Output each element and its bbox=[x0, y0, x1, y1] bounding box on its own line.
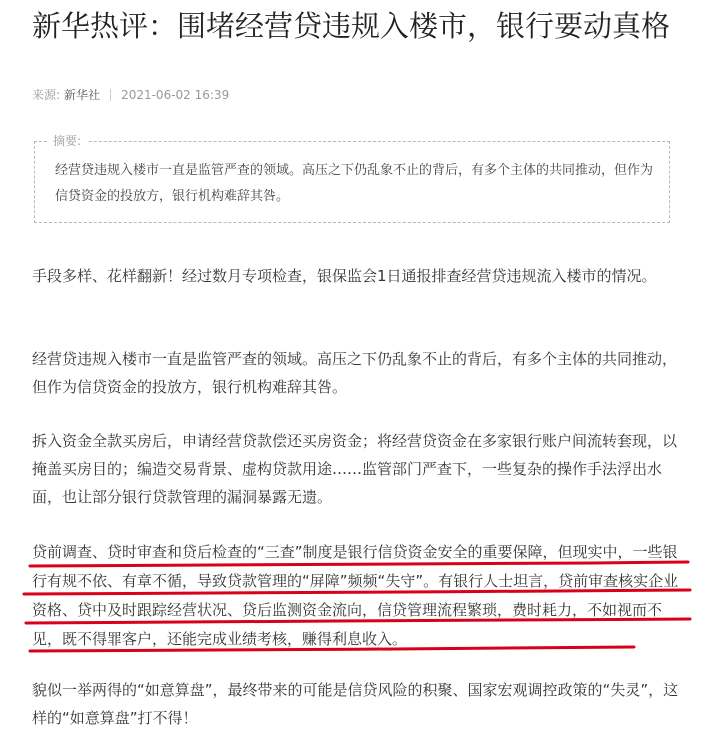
source-name[interactable]: 新华社 bbox=[64, 88, 101, 102]
meta-divider bbox=[110, 89, 111, 101]
source-label: 来源: bbox=[32, 88, 61, 102]
paragraph-2: 经营贷违规入楼市一直是监管严查的领域。高压之下仍乱象不止的背后，有多个主体的共同推动，但作为信贷资金的投放方，银行机构难辞其咎。 bbox=[32, 350, 678, 396]
summary-box bbox=[34, 134, 670, 223]
article-title: 新华热评：围堵经营贷违规入楼市，银行要动真格 bbox=[32, 9, 671, 43]
paragraph-4-highlighted: 贷前调查、贷时审查和贷后检查的“三查”制度是银行信贷资金安全的重要保障，但现实中，一些银行有规不依、有章不循，导致贷款管理的“屏障”频频“失守”。有银行人士坦言，贷前审查核实企业资格、贷中及时跟踪经营状况、贷后监测资金流向，信贷管理流程繁琐，费时耗力，不如视而不见，既不得罪客户，还能完成业绩考核，赚得利息收入。 bbox=[32, 543, 679, 648]
paragraph-3: 拆入资金全款买房后，申请经营贷款偿还买房资金；将经营贷资金在多家银行账户间流转套现，以掩盖买房目的；编造交易背景、虚构贷款用途……监管部门严查下，一些复杂的操作手法浮出水面，也让部分银行贷款管理的漏洞暴露无遗。 bbox=[32, 432, 678, 506]
paragraph-5: 貌似一举两得的“如意算盘”，最终带来的可能是信贷风险的积聚、国家宏观调控政策的“失灵”，这样的“如意算盘”打不得！ bbox=[32, 681, 679, 727]
summary-text: 经营贷违规入楼市一直是监管严查的领域。高压之下仍乱象不止的背后，有多个主体的共同推动，但作为信贷资金的投放方，银行机构难辞其咎。 bbox=[55, 163, 654, 204]
article-meta bbox=[32, 86, 229, 103]
summary-label: 摘要: bbox=[47, 133, 87, 149]
paragraph-1: 手段多样、花样翻新！经过数月专项检查，银保监会1日通报排查经营贷违规流入楼市的情况。 bbox=[32, 267, 657, 285]
publish-date: 2021-06-02 16:39 bbox=[121, 87, 230, 102]
